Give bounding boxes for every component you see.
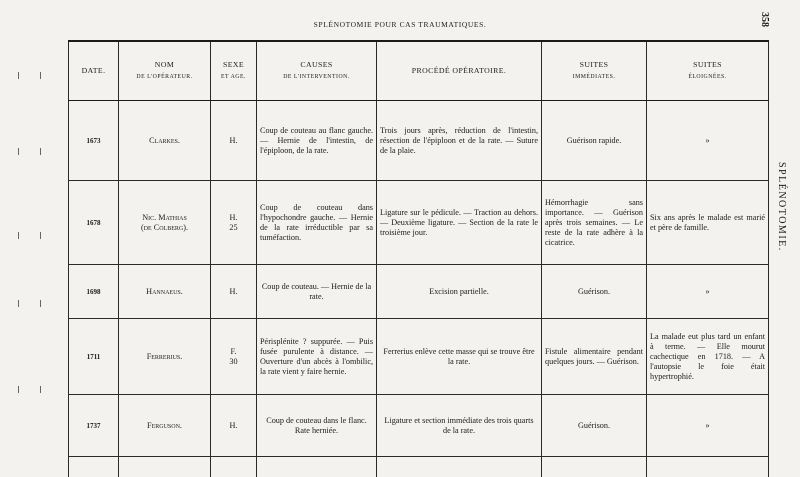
cell-distant: »	[647, 101, 769, 181]
empty-cell	[211, 457, 257, 477]
cell-sex	[211, 101, 257, 181]
col-header-date-main: DATE.	[72, 66, 115, 76]
page-number: 358	[759, 12, 770, 27]
empty-cell	[257, 457, 377, 477]
cell-immediate: Fistule alimentaire pendant quelques jours. — Guérison.	[542, 319, 647, 395]
col-header-procedure-main: PROCÉDÉ OPÉRATOIRE.	[380, 66, 538, 76]
cell-immediate: Guérison rapide.	[542, 101, 647, 181]
cell-cause: Coup de couteau dans l'hypochondre gauche. — Hernie de la rate irréductible par sa tuméfaction.	[257, 181, 377, 265]
cell-immediate: Guérison.	[542, 395, 647, 457]
col-header-cause-sub: DE L'INTERVENTION.	[260, 72, 373, 82]
table-row-continuation	[69, 457, 769, 477]
col-header-sex-main: SEXE	[214, 60, 253, 70]
margin-mark	[40, 300, 41, 307]
col-header-immediate-main: SUITES	[545, 60, 643, 70]
cell-operator: Ferguson.	[119, 395, 211, 457]
cell-sex-value: H.	[214, 136, 253, 146]
cell-date: 1673	[69, 101, 119, 181]
cell-cause: Coup de couteau dans le flanc. Rate herniée.	[257, 395, 377, 457]
margin-mark	[40, 72, 41, 79]
side-title: SPLÉNOTOMIE.	[776, 162, 787, 252]
col-header-cause-main: CAUSES	[260, 60, 373, 70]
cell-operator: Nic. Mathias (de Colberg).	[119, 181, 211, 265]
table-row	[69, 319, 769, 395]
margin-mark	[18, 300, 19, 307]
col-header-sex	[211, 41, 257, 101]
margin-mark	[18, 232, 19, 239]
cell-distant: »	[647, 395, 769, 457]
cell-operator: Ferrerius.	[119, 319, 211, 395]
col-header-distant-main: SUITES	[650, 60, 765, 70]
col-header-immediate-sub: IMMÉDIATES.	[545, 72, 643, 82]
col-header-distant-sub: ÉLOIGNÉES.	[650, 72, 765, 82]
page-header: SPLÉNOTOMIE POUR CAS TRAUMATIQUES.	[0, 20, 800, 29]
empty-cell	[377, 457, 542, 477]
cell-sex	[211, 319, 257, 395]
table-row	[69, 181, 769, 265]
cell-sex	[211, 395, 257, 457]
margin-mark	[18, 148, 19, 155]
cell-distant: Six ans après le malade est marié et père de famille.	[647, 181, 769, 265]
cell-procedure: Ferrerius enlève cette masse qui se trouve être la rate.	[377, 319, 542, 395]
cell-age-value: 25	[214, 223, 253, 233]
cell-date: 1698	[69, 265, 119, 319]
col-header-distant	[647, 41, 769, 101]
cell-procedure: Ligature sur le pédicule. — Traction au dehors. — Deuxième ligature. — Section de la rate le troisième jour.	[377, 181, 542, 265]
col-header-name-sub: DE L'OPÉRATEUR.	[122, 72, 207, 82]
col-header-cause	[257, 41, 377, 101]
cell-procedure: Excision partielle.	[377, 265, 542, 319]
col-header-name	[119, 41, 211, 101]
cell-cause: Coup de couteau. — Hernie de la rate.	[257, 265, 377, 319]
margin-mark	[18, 72, 19, 79]
table-row	[69, 395, 769, 457]
splenotomy-table	[68, 40, 769, 477]
cell-age-value: 30	[214, 357, 253, 367]
cell-distant: La malade eut plus tard un enfant à terme. — Elle mourut cachectique en 1718. — A l'autopsie le foie était hypertrophié.	[647, 319, 769, 395]
cell-sex-value: H.	[214, 287, 253, 297]
header-row	[69, 41, 769, 101]
cell-procedure: Trois jours après, réduction de l'intestin, résection de l'épiploon et de la rate. — Suture de la plaie.	[377, 101, 542, 181]
cell-cause: Périsplénite ? suppurée. — Puis fusée purulente à distance. — Ouverture d'un abcès à l'ombilic, la rate vient y faire hernie.	[257, 319, 377, 395]
cell-cause: Coup de couteau au flanc gauche. — Hernie de l'intestin, de l'épiploon, de la rate.	[257, 101, 377, 181]
cell-sex	[211, 265, 257, 319]
cell-date: 1711	[69, 319, 119, 395]
col-header-date	[69, 41, 119, 101]
empty-cell	[647, 457, 769, 477]
cell-sex-value: H.	[214, 213, 253, 223]
cell-immediate: Hémorrhagie sans importance. — Guérison après trois semaines. — Le reste de la rate adhère à la cicatrice.	[542, 181, 647, 265]
cell-procedure: Ligature et section immédiate des trois quarts de la rate.	[377, 395, 542, 457]
cell-sex-value: H.	[214, 421, 253, 431]
col-header-sex-sub: ET AGE.	[214, 72, 253, 82]
margin-mark	[40, 232, 41, 239]
margin-mark	[40, 148, 41, 155]
cell-date: 1737	[69, 395, 119, 457]
cell-sex-value: F.	[214, 347, 253, 357]
cell-operator: Clarkes.	[119, 101, 211, 181]
empty-cell	[542, 457, 647, 477]
col-header-name-main: NOM	[122, 60, 207, 70]
cell-operator: Hannaeus.	[119, 265, 211, 319]
empty-cell	[69, 457, 119, 477]
col-header-immediate	[542, 41, 647, 101]
empty-cell	[119, 457, 211, 477]
cell-immediate: Guérison.	[542, 265, 647, 319]
margin-mark	[18, 386, 19, 393]
cell-date: 1678	[69, 181, 119, 265]
cell-distant: »	[647, 265, 769, 319]
cell-sex	[211, 181, 257, 265]
table-row	[69, 101, 769, 181]
margin-mark	[40, 386, 41, 393]
col-header-procedure	[377, 41, 542, 101]
table-row	[69, 265, 769, 319]
